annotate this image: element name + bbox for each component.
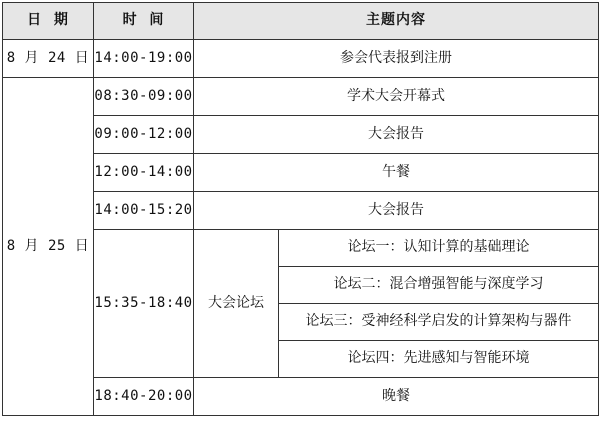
topic-cell: 参会代表报到注册: [194, 40, 599, 78]
header-row: [3, 3, 599, 40]
header-date: 日 期: [3, 3, 94, 40]
forum-label-cell: 大会论坛: [194, 230, 279, 378]
time-cell: 12:00-14:00: [94, 154, 194, 192]
header-topic: 主题内容: [194, 3, 599, 40]
topic-cell: 学术大会开幕式: [194, 78, 599, 116]
time-cell: 14:00-19:00: [94, 40, 194, 78]
table-row: [3, 78, 599, 116]
time-cell: 09:00-12:00: [94, 116, 194, 154]
date-cell-aug24: 8 月 24 日: [3, 40, 94, 78]
table-row: [3, 40, 599, 78]
schedule-table: [2, 2, 599, 416]
forum-cell: 论坛二：混合增强智能与深度学习: [279, 267, 599, 304]
forum-cell: 论坛三：受神经科学启发的计算架构与器件: [279, 304, 599, 341]
time-cell: 18:40-20:00: [94, 378, 194, 416]
date-cell-aug25: 8 月 25 日: [3, 78, 94, 416]
topic-cell: 大会报告: [194, 116, 599, 154]
time-cell-forum: 15:35-18:40: [94, 230, 194, 378]
time-cell: 08:30-09:00: [94, 78, 194, 116]
topic-cell: 大会报告: [194, 192, 599, 230]
forum-cell: 论坛四：先进感知与智能环境: [279, 341, 599, 378]
time-cell: 14:00-15:20: [94, 192, 194, 230]
topic-cell: 午餐: [194, 154, 599, 192]
header-time: 时 间: [94, 3, 194, 40]
forum-cell: 论坛一：认知计算的基础理论: [279, 230, 599, 267]
topic-cell: 晚餐: [194, 378, 599, 416]
